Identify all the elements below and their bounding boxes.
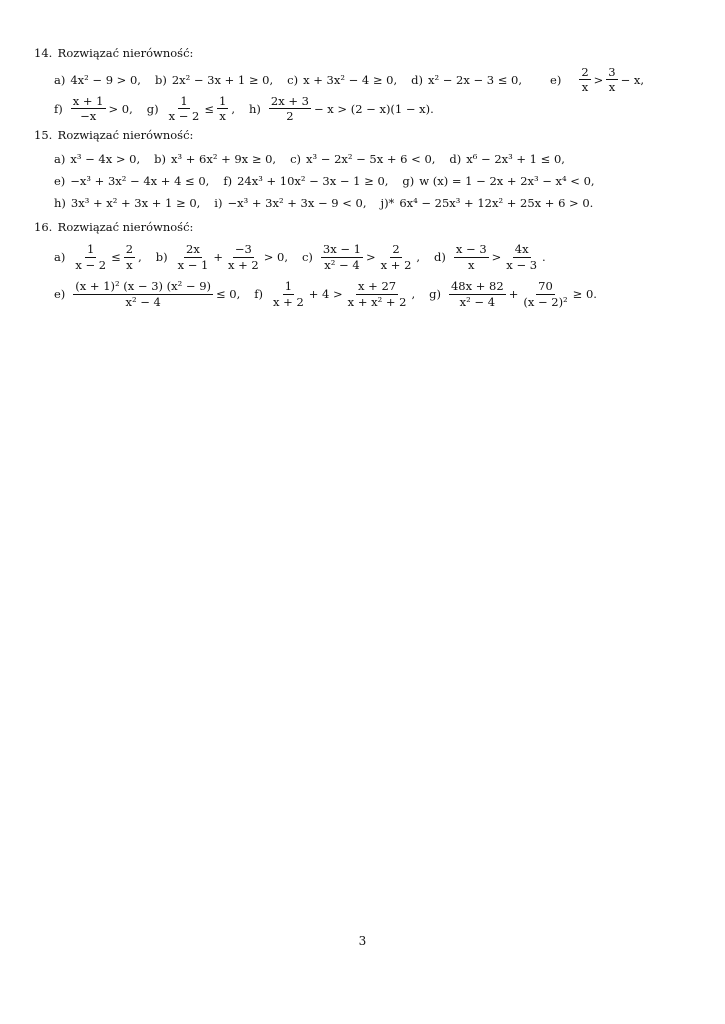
fraction-denominator: x — [219, 109, 226, 124]
fraction-numerator: 48x + 82 — [450, 279, 504, 294]
problem-heading — [34, 220, 694, 234]
fraction-denominator: x — [608, 80, 616, 95]
exercise-16c — [302, 243, 420, 270]
exercise-label: f) — [223, 174, 233, 188]
exercise-14a — [54, 73, 141, 87]
exercise-expression: 3x³ + x² + 3x + 1 ≥ 0, — [70, 196, 201, 210]
fraction — [226, 243, 261, 270]
exercise-label: a) — [54, 152, 66, 166]
operator: ≤ — [204, 101, 215, 116]
exercise-15i — [214, 196, 366, 210]
exercise-expression: −x³ + 3x² + 3x − 9 < 0, — [227, 196, 367, 210]
exercise-label: a) — [54, 250, 66, 264]
exercise-label: d) — [434, 250, 446, 264]
fraction-denominator: x + 2 — [380, 257, 412, 272]
expression-tail: , — [416, 250, 421, 264]
exercise-15e — [54, 174, 209, 188]
expression-tail: , — [138, 250, 142, 264]
exercise-label: e) — [550, 72, 562, 87]
problem-14 — [34, 46, 694, 122]
fraction — [217, 95, 228, 122]
exercise-label: h) — [54, 196, 66, 210]
fraction-numerator: 1 — [284, 279, 293, 294]
expression-tail: − x, — [620, 72, 645, 87]
exercise-expression: x³ + 6x² + 9x ≥ 0, — [170, 152, 277, 166]
fraction-denominator: x² − 4 — [324, 257, 360, 272]
exercise-label: d) — [411, 72, 423, 87]
fraction-numerator: 1 — [87, 242, 95, 257]
exercise-14h — [249, 95, 434, 122]
fraction-numerator: x + 27 — [358, 279, 397, 294]
exercise-14e — [550, 66, 644, 93]
fraction — [167, 95, 202, 122]
exercise-expression: −x³ + 3x² − 4x + 4 ≤ 0, — [70, 174, 210, 188]
problem-title: Rozwiązać nierówność: — [57, 128, 194, 142]
fraction — [521, 280, 569, 307]
exercise-14f — [54, 95, 133, 122]
exercise-16e — [54, 280, 240, 307]
expression-tail: ≤ 0, — [216, 287, 241, 301]
exercise-label: b) — [154, 152, 166, 166]
exercise-row — [54, 240, 694, 274]
exercise-expression: x⁶ − 2x³ + 1 ≤ 0, — [466, 152, 565, 166]
fraction-numerator: 1 — [180, 94, 188, 109]
exercise-expression: w (x) = 1 − 2x + 2x³ − x⁴ < 0, — [419, 174, 595, 188]
fraction-numerator: 2 — [125, 242, 134, 257]
fraction-numerator: 2 — [581, 65, 589, 79]
fraction-numerator: 1 — [219, 94, 227, 109]
fraction — [73, 280, 213, 307]
fraction-denominator: x − 2 — [75, 257, 107, 272]
exercise-expression: x³ − 4x > 0, — [70, 152, 141, 166]
exercise-row — [54, 95, 694, 122]
problem-title: Rozwiązać nierówność: — [57, 220, 194, 234]
fraction-denominator: 2 — [286, 109, 294, 124]
fraction-numerator: 3 — [608, 65, 616, 79]
exercise-label: c) — [287, 72, 299, 87]
exercise-label: e) — [54, 174, 66, 188]
fraction-denominator: x² − 4 — [459, 294, 496, 309]
exercise-expression: x + 3x² − 4 ≥ 0, — [303, 72, 398, 87]
exercise-expression: x² − 2x − 3 ≤ 0, — [427, 72, 523, 87]
problem-heading — [34, 128, 694, 142]
fraction — [346, 280, 409, 307]
operator: > — [491, 250, 502, 264]
exercise-14c — [287, 73, 397, 87]
fraction-numerator: 2 — [392, 242, 400, 257]
exercise-label: e) — [54, 287, 66, 301]
fraction — [379, 243, 414, 270]
exercise-16g — [429, 280, 597, 307]
fraction-numerator: x + 1 — [72, 94, 104, 109]
expression-tail: − x > (2 − x)(1 − x). — [313, 101, 434, 116]
exercise-label: i) — [214, 196, 223, 210]
expression-tail: , — [231, 101, 235, 116]
fraction-numerator: 70 — [538, 279, 553, 294]
fraction-denominator: x — [126, 257, 133, 272]
exercise-label: b) — [155, 250, 168, 264]
fraction — [73, 243, 108, 270]
fraction-denominator: (x − 2)² — [523, 294, 568, 309]
fraction-denominator: x² − 4 — [125, 294, 161, 309]
fraction-numerator: 3x − 1 — [322, 242, 361, 257]
exercise-expression: 6x⁴ − 25x³ + 12x² + 25x + 6 > 0. — [399, 196, 594, 210]
fraction-numerator: 2x — [186, 242, 200, 257]
exercise-expression: x³ − 2x² − 5x + 6 < 0, — [306, 152, 436, 166]
fraction-numerator: 4x — [514, 242, 529, 257]
exercise-label: h) — [249, 101, 261, 116]
exercise-15j — [381, 196, 594, 210]
exercise-row — [54, 274, 694, 314]
exercise-row — [54, 170, 694, 192]
exercise-label: a) — [54, 72, 66, 87]
fraction — [124, 243, 135, 270]
operator: + — [213, 250, 223, 264]
exercise-label: j)* — [380, 196, 395, 210]
exercise-row — [54, 148, 694, 170]
fraction-denominator: x − 2 — [168, 109, 200, 124]
fraction-denominator: x − 3 — [506, 257, 538, 272]
operator: ≤ — [111, 250, 121, 264]
operator: > — [366, 250, 376, 264]
operator: + 4 > — [308, 287, 343, 301]
exercise-label: g) — [429, 287, 441, 301]
fraction-denominator: x + 2 — [273, 294, 304, 309]
fraction-denominator: −x — [80, 109, 97, 124]
exercise-row — [54, 192, 694, 214]
exercise-14d — [411, 73, 522, 87]
fraction-numerator: 2x + 3 — [270, 94, 309, 109]
problem-15 — [34, 128, 694, 214]
expression-tail: ≥ 0. — [572, 287, 597, 301]
expression-tail: > 0, — [263, 250, 288, 264]
problem-heading — [34, 46, 694, 60]
exercise-16d — [434, 243, 546, 270]
exercise-label: b) — [154, 72, 167, 87]
exercise-label: g) — [146, 101, 159, 116]
fraction — [579, 66, 590, 93]
exercise-14b — [155, 73, 273, 87]
fraction — [321, 243, 363, 270]
exercise-label: g) — [402, 174, 415, 188]
fraction-numerator: x − 3 — [455, 242, 487, 257]
problem-title: Rozwiązać nierówność: — [57, 46, 194, 60]
exercise-16b — [156, 243, 288, 270]
fraction-denominator: x — [581, 80, 589, 95]
exercise-label: f) — [254, 287, 264, 301]
fraction — [176, 243, 211, 270]
problem-16 — [34, 220, 694, 314]
fraction-denominator: x − 1 — [177, 257, 209, 272]
exercise-15d — [449, 152, 565, 166]
exercise-expression: 4x² − 9 > 0, — [70, 72, 141, 87]
page-number: 3 — [358, 934, 367, 948]
exercise-15c — [290, 152, 435, 166]
exercise-expression: 24x³ + 10x² − 3x − 1 ≥ 0, — [237, 174, 389, 188]
fraction — [504, 243, 539, 270]
exercise-15g — [402, 174, 594, 188]
exercise-15h — [54, 196, 200, 210]
fraction-denominator: x — [468, 257, 475, 272]
expression-tail: > 0, — [108, 101, 133, 116]
fraction — [271, 280, 306, 307]
fraction — [454, 243, 489, 270]
fraction-numerator: −3 — [234, 242, 252, 257]
exercise-16f — [254, 280, 415, 307]
problem-number: 15. — [34, 128, 53, 142]
exercise-label: c) — [301, 250, 313, 264]
expression-tail: , — [411, 287, 416, 301]
exercise-15a — [54, 152, 140, 166]
exercise-label: c) — [290, 152, 302, 166]
fraction — [71, 95, 106, 122]
exercise-16a — [54, 243, 142, 270]
fraction-denominator: x + x² + 2 — [347, 294, 407, 309]
exercise-15f — [223, 174, 388, 188]
fraction-numerator: (x + 1)² (x − 3) (x² − 9) — [75, 279, 211, 294]
fraction — [606, 66, 617, 93]
operator: + — [508, 287, 519, 301]
problem-number: 14. — [34, 46, 53, 60]
exercise-15b — [154, 152, 276, 166]
operator: > — [593, 72, 604, 87]
problem-number: 16. — [34, 220, 53, 234]
exercise-label: f) — [54, 101, 63, 116]
expression-tail: . — [542, 250, 546, 264]
exercise-label: d) — [449, 152, 462, 166]
fraction-denominator: x + 2 — [227, 257, 259, 272]
fraction — [449, 280, 506, 307]
exercise-expression: 2x² − 3x + 1 ≥ 0, — [171, 72, 274, 87]
exercise-row — [54, 66, 694, 93]
fraction — [269, 95, 311, 122]
exercise-14g — [147, 95, 235, 122]
